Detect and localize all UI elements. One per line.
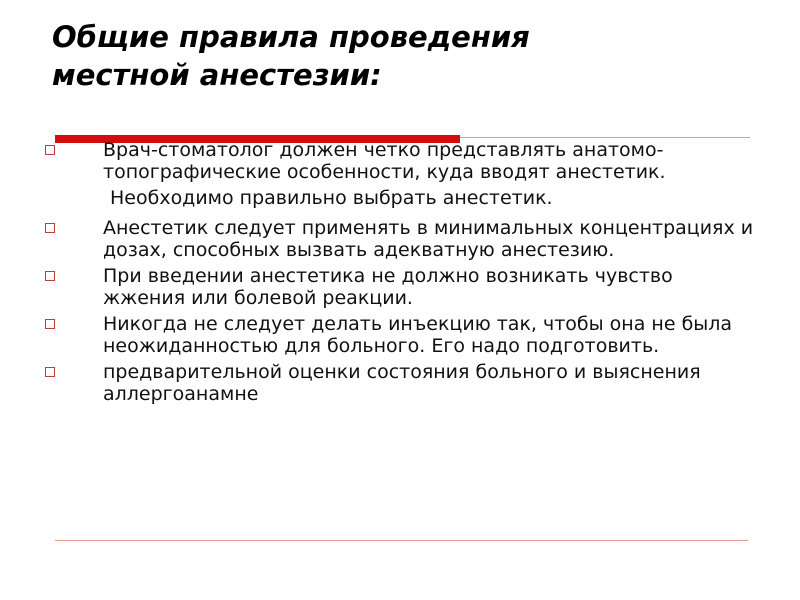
bullet-text: При введении анестетика не должно возникать чувство жжения или болевой реакции. (103, 265, 673, 309)
bullet-text: Анестетик следует применять в минимальных концентрациях и дозах, способных вызвать адекватную анестезию. (103, 217, 754, 261)
square-bullet-icon (45, 271, 55, 281)
square-bullet-icon (45, 367, 55, 377)
list-item (40, 313, 760, 357)
list-item (40, 265, 760, 309)
square-bullet-icon (45, 223, 55, 233)
list-item-continuation: Необходимо правильно выбрать анестетик. (110, 187, 553, 209)
list-item (40, 139, 760, 183)
title-line-2: местной анестезии: (52, 58, 382, 92)
square-bullet-icon (45, 319, 55, 329)
title-line-1: Общие правила проведения (52, 20, 530, 54)
slide-title (52, 18, 692, 94)
bullet-text: Никогда не следует делать инъекцию так, чтобы она не была неожиданностью для больного. Его надо подготовить. (103, 313, 733, 357)
bullet-text: предварительной оценки состояния больного и выяснения аллергоанамне (103, 361, 701, 405)
bottom-divider-line (55, 540, 748, 541)
list-item (40, 361, 760, 405)
list-item (40, 217, 760, 261)
bullet-text: Врач-стоматолог должен четко представлять анатомо-топографические особенности, куда вводят анестетик. (103, 139, 666, 183)
bullet-list (40, 139, 760, 409)
square-bullet-icon (45, 145, 55, 155)
